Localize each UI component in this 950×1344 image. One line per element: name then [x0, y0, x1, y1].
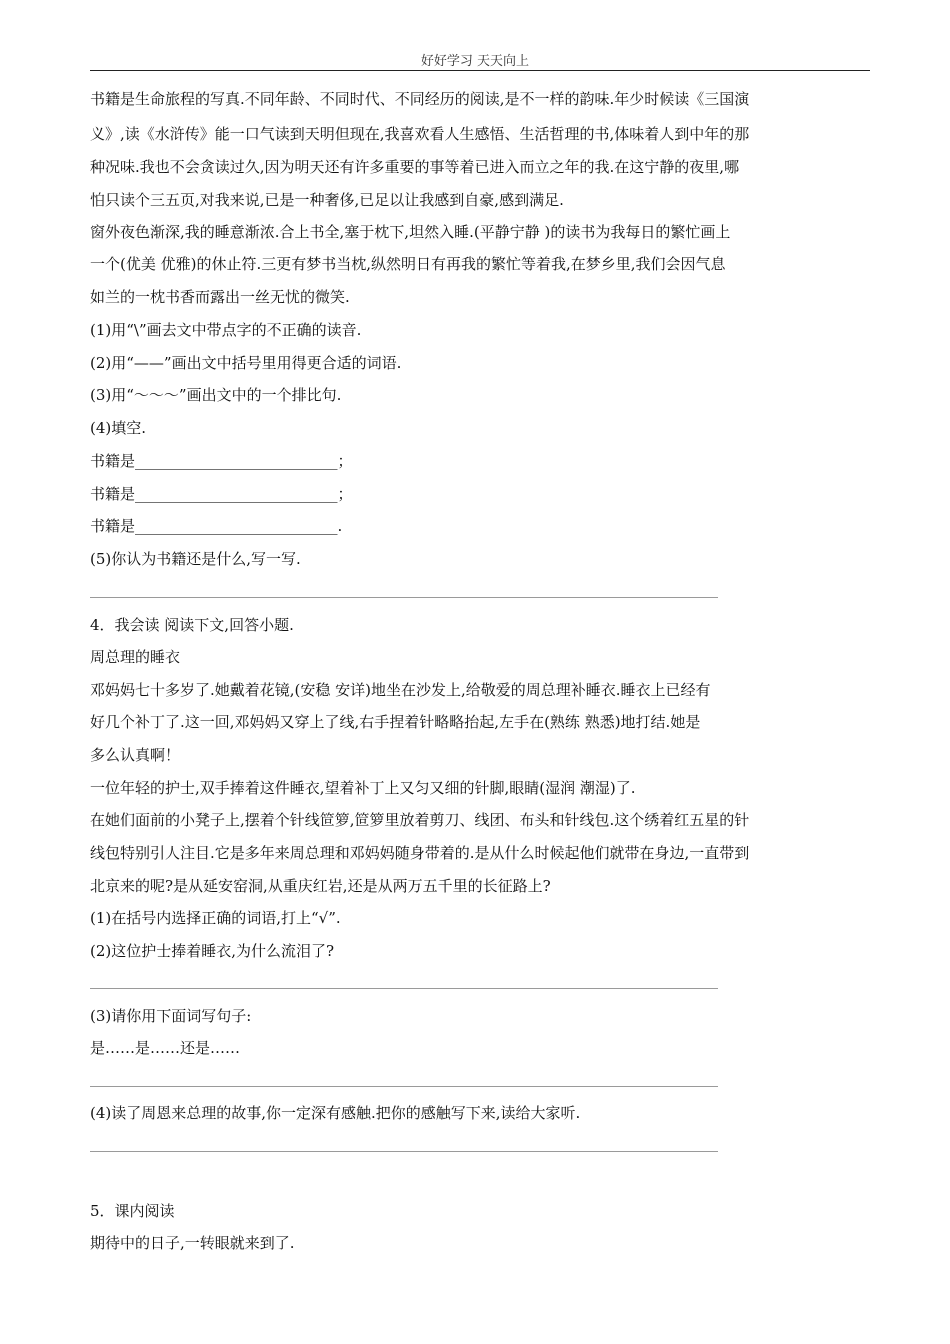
- section-5-heading: 5．课内阅读: [90, 1202, 175, 1220]
- passage-line: 种况味.我也不会贪读过久,因为明天还有许多重要的事等着已进入而立之年的我.在这宁静的夜里,哪: [90, 158, 740, 176]
- question-3: (3)请你用下面词写句子:: [90, 1007, 252, 1025]
- question-2: (2)这位护士捧着睡衣,为什么流泪了?: [90, 942, 335, 960]
- question-4: (4)读了周恩来总理的故事,你一定深有感触.把你的感触写下来,读给大家听.: [90, 1104, 581, 1122]
- passage-line: 好几个补丁了.这一回,邓妈妈又穿上了线,右手捏着针略略抬起,左手在(熟练 熟悉)地打结.她是: [90, 713, 701, 731]
- passage-line: 一个(优美 优雅)的休止符.三更有梦书当枕,纵然明日有再我的繁忙等着我,在梦乡里,我们会因气息: [90, 255, 726, 273]
- passage-line: 义》,读《水浒传》能一口气读到天明但现在,我喜欢看人生感悟、生活哲理的书,体味着人到中年的那: [90, 125, 750, 143]
- question-2: (2)用“——”画出文中括号里用得更合适的词语.: [90, 354, 402, 372]
- answer-line[interactable]: [90, 597, 718, 598]
- question-3: (3)用“～～～”画出文中的一个排比句.: [90, 386, 342, 404]
- passage-line: 线包特别引人注目.它是多年来周总理和邓妈妈随身带着的.是从什么时候起他们就带在身边,一直带到: [90, 844, 750, 862]
- question-5: (5)你认为书籍还是什么,写一写.: [90, 550, 301, 568]
- answer-line[interactable]: [90, 988, 718, 989]
- answer-line[interactable]: [90, 1086, 718, 1087]
- passage-line: 邓妈妈七十多岁了.她戴着花镜,(安稳 安详)地坐在沙发上,给敬爱的周总理补睡衣.睡衣上已经有: [90, 681, 711, 699]
- fill-blank-line[interactable]: 书籍是___________________________.: [90, 517, 343, 535]
- passage-line: 窗外夜色渐深,我的睡意渐浓.合上书全,塞于枕下,坦然入睡.(平静宁静 )的读书为我每日的繁忙画上: [90, 223, 731, 241]
- passage-line: 一位年轻的护士,双手捧着这件睡衣,望着补丁上又匀又细的针脚,眼睛(湿润 潮湿)了.: [90, 779, 636, 797]
- fill-blank-line[interactable]: 书籍是___________________________；: [90, 452, 353, 470]
- passage-line: 怕只读个三五页,对我来说,已是一种奢侈,已足以让我感到自豪,感到满足.: [90, 191, 564, 209]
- section-4-heading: 4．我会读 阅读下文,回答小题.: [90, 616, 294, 634]
- passage-line: 北京来的呢?是从延安窑洞,从重庆红岩,还是从两万五千里的长征路上?: [90, 877, 551, 895]
- header-divider: [90, 70, 870, 71]
- passage-line: 期待中的日子,一转眼就来到了.: [90, 1234, 295, 1252]
- answer-line[interactable]: [90, 1151, 718, 1152]
- question-1: (1)在括号内选择正确的词语,打上“√”.: [90, 909, 341, 927]
- story-title: 周总理的睡衣: [90, 648, 181, 666]
- fill-blank-line[interactable]: 书籍是___________________________；: [90, 485, 353, 503]
- passage-line: 如兰的一枕书香而露出一丝无忧的微笑.: [90, 288, 350, 306]
- passage-line: 书籍是生命旅程的写真.不同年龄、不同时代、不同经历的阅读,是不一样的韵味.年少时候读《三国演: [90, 90, 750, 108]
- question-4: (4)填空.: [90, 419, 147, 437]
- page-header: 好好学习 天天向上: [420, 54, 530, 69]
- question-1: (1)用“\”画去文中带点字的不正确的读音.: [90, 321, 362, 339]
- passage-line: 在她们面前的小凳子上,摆着个针线笸箩,笸箩里放着剪刀、线团、布头和针线包.这个绣着红五星的针: [90, 811, 750, 829]
- passage-line: 多么认真啊！: [90, 746, 181, 764]
- sentence-pattern: 是……是……还是……: [90, 1039, 241, 1057]
